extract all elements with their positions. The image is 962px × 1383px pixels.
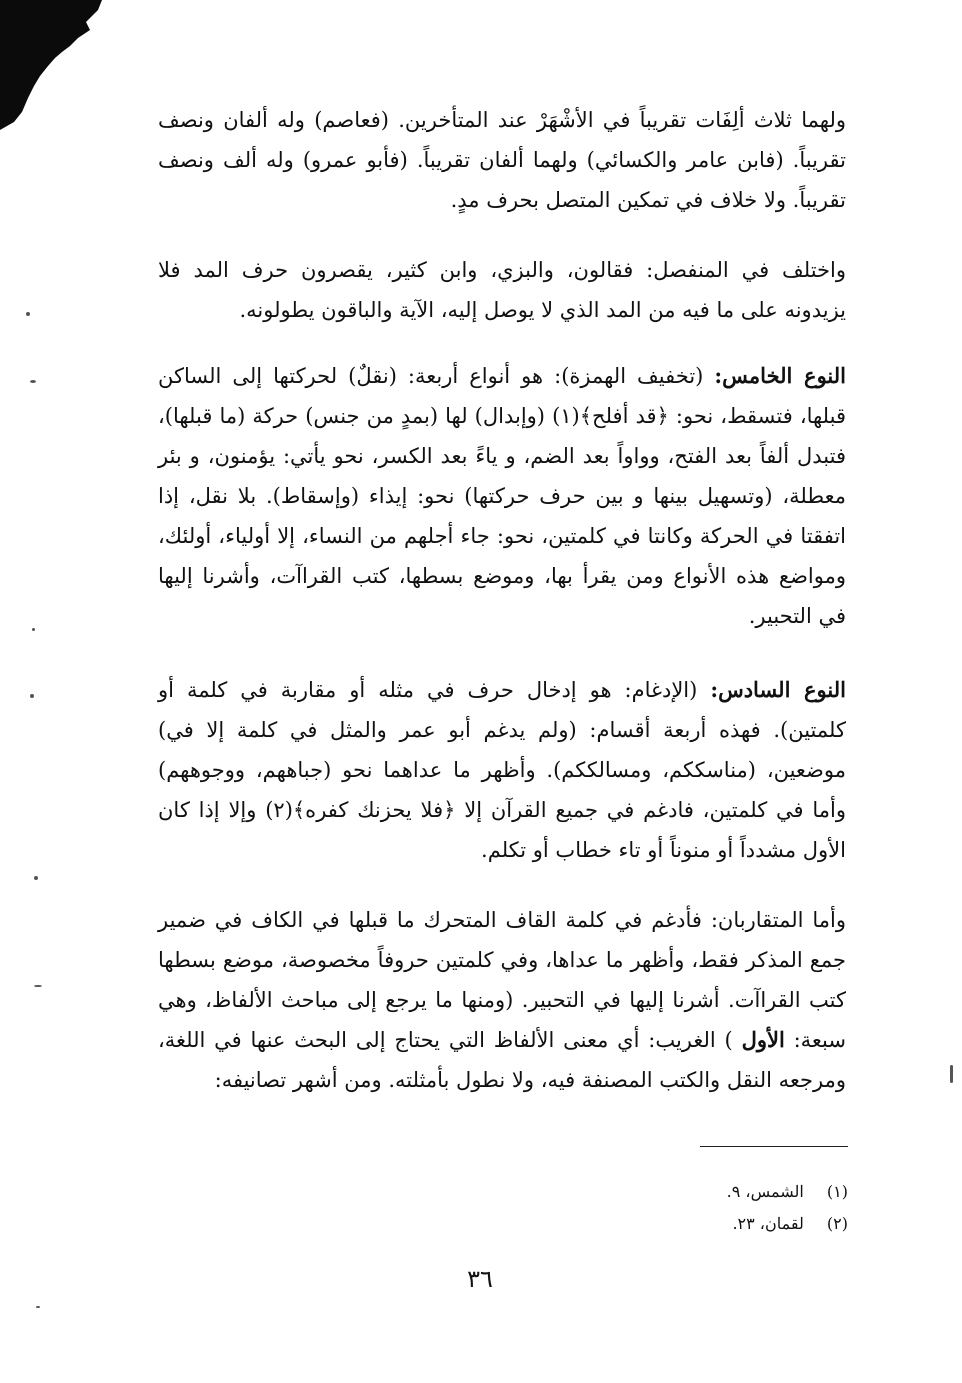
footnote-1 (560, 1176, 848, 1208)
footnote-divider (700, 1146, 848, 1147)
paragraph-text: وأما المتقاربان: فأدغم في كلمة القاف المتحرك ما قبلها في الكاف في ضمير جمع المذكر فقط، وأظهر ما عداها، وفي كلمتين حروفاً مخصوصة، موضع بسطها كتب القراآت. أشرنا إليها في التحبير. (ومنها ما يرجع إلى مباحث الألفاظ، وهي سبعة: (158, 908, 846, 1052)
paragraph-text: (تخفيف الهمزة): هو أنواع أربعة: (نقلٌ) لحركتها إلى الساكن قبلها، فتسقط، نحو: ﴿قد أفلح﴾(١) (وإبدال) لها (بمدٍ من جنس) حركة (ما قبلها)، فتبدل ألفاً بعد الفتح، وواواً بعد الضم، و ياءً بعد الكسر، نحو يأتي: يؤمنون، و بئر معطلة، (وتسهيل بينها و بين حرف حركتها) نحو: إيذاء (وإسقاط). بلا نقل، إذا اتفقتا في الحركة وكانتا في كلمتين، نحو: جاء أجلهم من النساء، إلا أولياء، أولئك، ومواضع هذه الأنواع ومن يقرأ بها، وموضع بسطها، كتب القراآت، وأشرنا إليها في التحبير. (158, 364, 846, 628)
paragraph-fifth-type (158, 356, 846, 636)
paragraph-mutaqaribaan (158, 900, 846, 1100)
scan-speck (30, 380, 36, 383)
footnote-2 (560, 1208, 848, 1240)
scan-speck (26, 312, 30, 316)
section-heading: النوع السادس: (710, 677, 846, 702)
inline-bold-term: الأول (741, 1027, 785, 1052)
paragraph-madd-lengths (158, 100, 846, 220)
scan-speck (32, 628, 35, 631)
paragraph-text: واختلف في المنفصل: فقالون، والبزي، وابن كثير، يقصرون حرف المد فلا يزيدونه على ما فيه من المد الذي لا يوصل إليه، الآية والباقون يطولونه. (158, 258, 846, 322)
scan-speck (34, 985, 42, 987)
paragraph-munfasil (158, 250, 846, 330)
paragraph-sixth-type (158, 670, 846, 870)
section-heading: النوع الخامس: (714, 363, 846, 388)
footnote-number: (٢) (826, 1214, 848, 1233)
scan-speck (950, 1065, 953, 1083)
paragraph-text: ولهما ثلاث ألِفَات تقريباً في الأشْهَرْ عند المتأخرين. (فعاصم) وله ألفان ونصف تقريباً. (فابن عامر والكسائي) ولهما ألفان تقريباً. (فأبو عمرو) وله ألف ونصف تقريباً. ولا خلاف في تمكين المتصل بحرف مدٍ. (158, 108, 846, 212)
paragraph-text: (الإدغام: هو إدخال حرف في مثله أو مقاربة في كلمة أو كلمتين). فهذه أربعة أقسام: (ولم يدغم أبو عمر والمثل في كلمة إلا في) موضعين، (مناسككم، ومسالككم). وأظهر ما عداهما نحو (جباههم، ووجوههم) وأما في كلمتين، فادغم في جميع القرآن إلا ﴿فلا يحزنك كفره﴾(٢) وإلا إذا كان الأول مشدداً أو منوناً أو تاء خطاب أو تكلم. (158, 678, 846, 862)
footnotes (560, 1176, 848, 1240)
page-number: ٣٦ (467, 1265, 493, 1293)
footnote-number: (١) (826, 1182, 848, 1201)
scan-speck (36, 1306, 40, 1308)
footnote-text: الشمس، ٩. (726, 1182, 804, 1201)
scan-speck (30, 694, 34, 698)
paragraph-text: ) الغريب: أي معنى الألفاظ التي يحتاج إلى البحث عنها في اللغة، ومرجعه النقل والكتب المصنفة فيه، ولا نطول بأمثلته. ومن أشهر تصانيفه: (158, 1028, 846, 1092)
torn-page-corner (0, 0, 110, 130)
scan-speck (34, 876, 38, 880)
footnote-text: لقمان، ٢٣. (732, 1214, 804, 1233)
